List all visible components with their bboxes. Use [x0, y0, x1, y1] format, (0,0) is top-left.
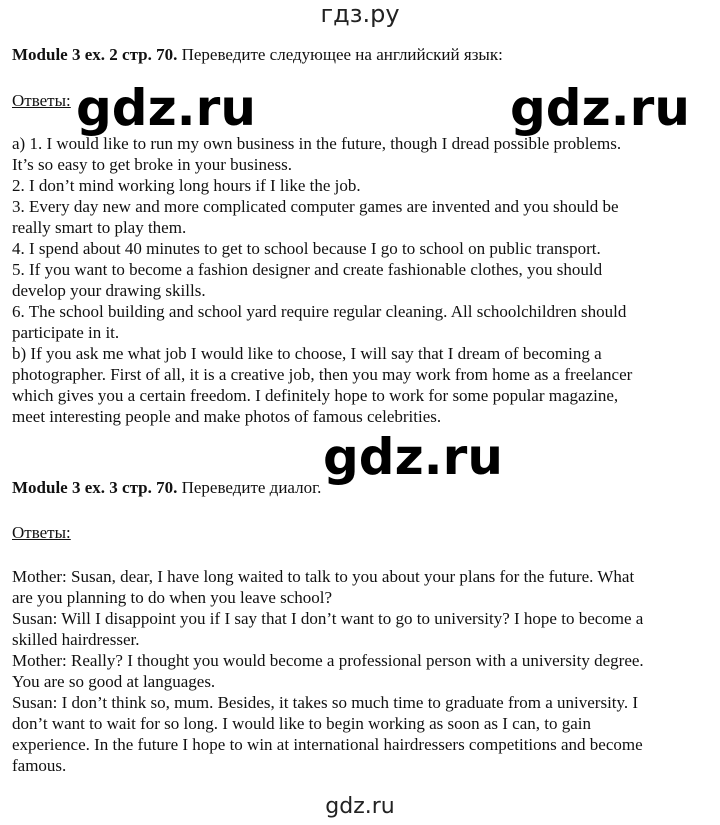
site-footer: gdz.ru	[325, 794, 395, 819]
answers-label-2: Ответы:	[12, 523, 71, 542]
dialogue-line: famous.	[12, 756, 67, 775]
answers-label-1: Ответы:	[12, 91, 71, 110]
dialogue-line: Mother: Really? I thought you would become a professional person with a university degree.	[12, 651, 644, 670]
dialogue-line: You are so good at languages.	[12, 672, 216, 691]
answer-line: 5. If you want to become a fashion designer and create fashionable clothes, you should	[12, 260, 603, 279]
answer-line: participate in it.	[12, 323, 120, 342]
exercise-2-answers	[12, 133, 712, 427]
dialogue-line: are you planning to do when you leave school?	[12, 588, 333, 607]
exercise-2-instruction: Переведите следующее на английский язык:	[177, 45, 503, 64]
dialogue-line: Susan: Will I disappoint you if I say that I don’t want to go to university? I hope to become a	[12, 609, 644, 628]
answer-line: 2. I don’t mind working long hours if I like the job.	[12, 176, 361, 195]
site-header: гдз.ру	[320, 0, 400, 28]
watermark-gdz: gdz.ru	[76, 79, 256, 137]
dialogue-line: experience. In the future I hope to win at international hairdressers competitions and become	[12, 735, 643, 754]
answer-line: 6. The school building and school yard require regular cleaning. All schoolchildren should	[12, 302, 627, 321]
answer-line: a) 1. I would like to run my own business in the future, though I dread possible problems.	[12, 134, 622, 153]
exercise-3-dialogue	[12, 566, 712, 776]
answer-line: 4. I spend about 40 minutes to get to school because I go to school on public transport.	[12, 239, 601, 258]
dialogue-line: don’t want to wait for so long. I would like to begin working as soon as I can, to gain	[12, 714, 592, 733]
dialogue-line: Susan: I don’t think so, mum. Besides, it takes so much time to graduate from a university. I	[12, 693, 639, 712]
exercise-3-instruction: Переведите диалог.	[177, 478, 322, 497]
exercise-3-title: Module 3 ex. 3 стр. 70.	[12, 478, 178, 497]
answer-line: b) If you ask me what job I would like to choose, I will say that I dream of becoming a	[12, 344, 602, 363]
answer-line: photographer. First of all, it is a creative job, then you may work from home as a freelancer	[12, 365, 633, 384]
watermark-gdz: gdz.ru	[323, 428, 503, 486]
answer-line: develop your drawing skills.	[12, 281, 206, 300]
exercise-2-heading	[12, 44, 712, 65]
answer-line: meet interesting people and make photos of famous celebrities.	[12, 407, 442, 426]
answer-line: It’s so easy to get broke in your business.	[12, 155, 292, 174]
watermark-gdz: gdz.ru	[510, 79, 690, 137]
dialogue-line: skilled hairdresser.	[12, 630, 140, 649]
answer-line: really smart to play them.	[12, 218, 187, 237]
exercise-2-title: Module 3 ex. 2 стр. 70.	[12, 45, 178, 64]
dialogue-line: Mother: Susan, dear, I have long waited to talk to you about your plans for the future. What	[12, 567, 635, 586]
answer-line: which gives you a certain freedom. I definitely hope to work for some popular magazine,	[12, 386, 619, 405]
answer-line: 3. Every day new and more complicated computer games are invented and you should be	[12, 197, 619, 216]
